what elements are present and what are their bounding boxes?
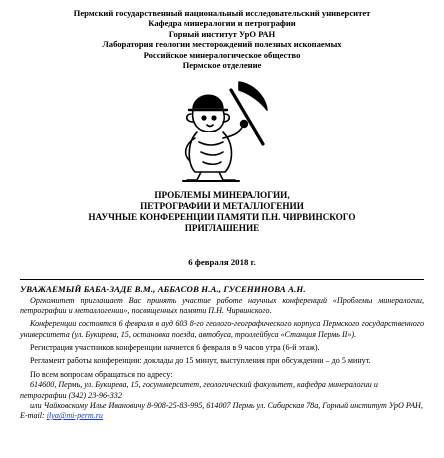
contacts-intro: По всем вопросам обращаться по адресу: (30, 370, 173, 380)
separator-line (20, 279, 424, 280)
header-line-department: Кафедра минералогии и петрографии (148, 18, 296, 29)
institution-header (0, 8, 444, 70)
header-line-branch: Пермское отделение (182, 60, 262, 71)
title-line-1: ПРОБЛЕМЫ МИНЕРАЛОГИИ, (154, 190, 290, 200)
greeting: УВАЖАЕМЫЙ БАБА-ЗАДЕ В.М., АББАСОВ Н.А., ГУСЕНИНОВА А.Н. (20, 284, 306, 294)
paragraph-venue: Конференции состоятся 6 февраля в ауд 603 8-го геолого-географического корпуса Пермского государственного университета (ул. Букирева, 15, остановка поезда, автобуса, троллейбуса «Станция Пермь II»). (20, 319, 424, 339)
miner-mascot-logo (173, 80, 271, 184)
paragraph-invitation: Оргкомитет приглашает Вас принять участие работе научных конференций «Проблемы минералогии, петрографии и металлогении», посвященных памяти П.Н. Чирвинского. (20, 296, 424, 316)
title-line-2: ПЕТРОГРАФИИ И МЕТАЛЛОГЕНИИ (140, 201, 304, 211)
title-line-4: ПРИГЛАШЕНИЕ (184, 223, 260, 233)
document-date: 6 февраля 2018 г. (188, 257, 256, 267)
contacts-address: 614600, Пермь, ул. Букирева, 15, госуниверситет, геологический факультет, кафедра минералогии и петрографии (342) 23-96-332 (20, 380, 378, 400)
conference-title (0, 190, 444, 234)
contacts-person-text: или Чайковскому Илье Ивановичу 8-908-25-83-995, 614007 Пермь ул. Сибирская 78а, Горный институт УрО РАН, E-mail: (20, 400, 423, 421)
contacts-person (20, 401, 424, 421)
email-link[interactable]: ilya@mi-perm.ru (46, 411, 103, 421)
header-line-society: Российское минералогическое общество (143, 49, 301, 60)
title-line-3: НАУЧНЫЕ КОНФЕРЕНЦИИ ПАМЯТИ П.Н. ЧИРВИНСКОГО (88, 212, 356, 222)
header-line-university: Пермский государственный национальный исследовательский университет (73, 8, 371, 18)
header-line-institute: Горный институт УрО РАН (168, 28, 276, 39)
paragraph-registration: Регистрация участников конференции начнется 6 февраля в 9 часов утра (6-й этаж). (30, 342, 320, 352)
invitation-body (20, 296, 424, 421)
header-line-laboratory: Лаборатория геологии месторождений полезных ископаемых (102, 39, 342, 50)
contacts-block (20, 370, 424, 421)
paragraph-regulations: Регламент работы конференции: доклады до 15 минут, выступления при обсуждении – до 5 минут. (30, 356, 371, 366)
